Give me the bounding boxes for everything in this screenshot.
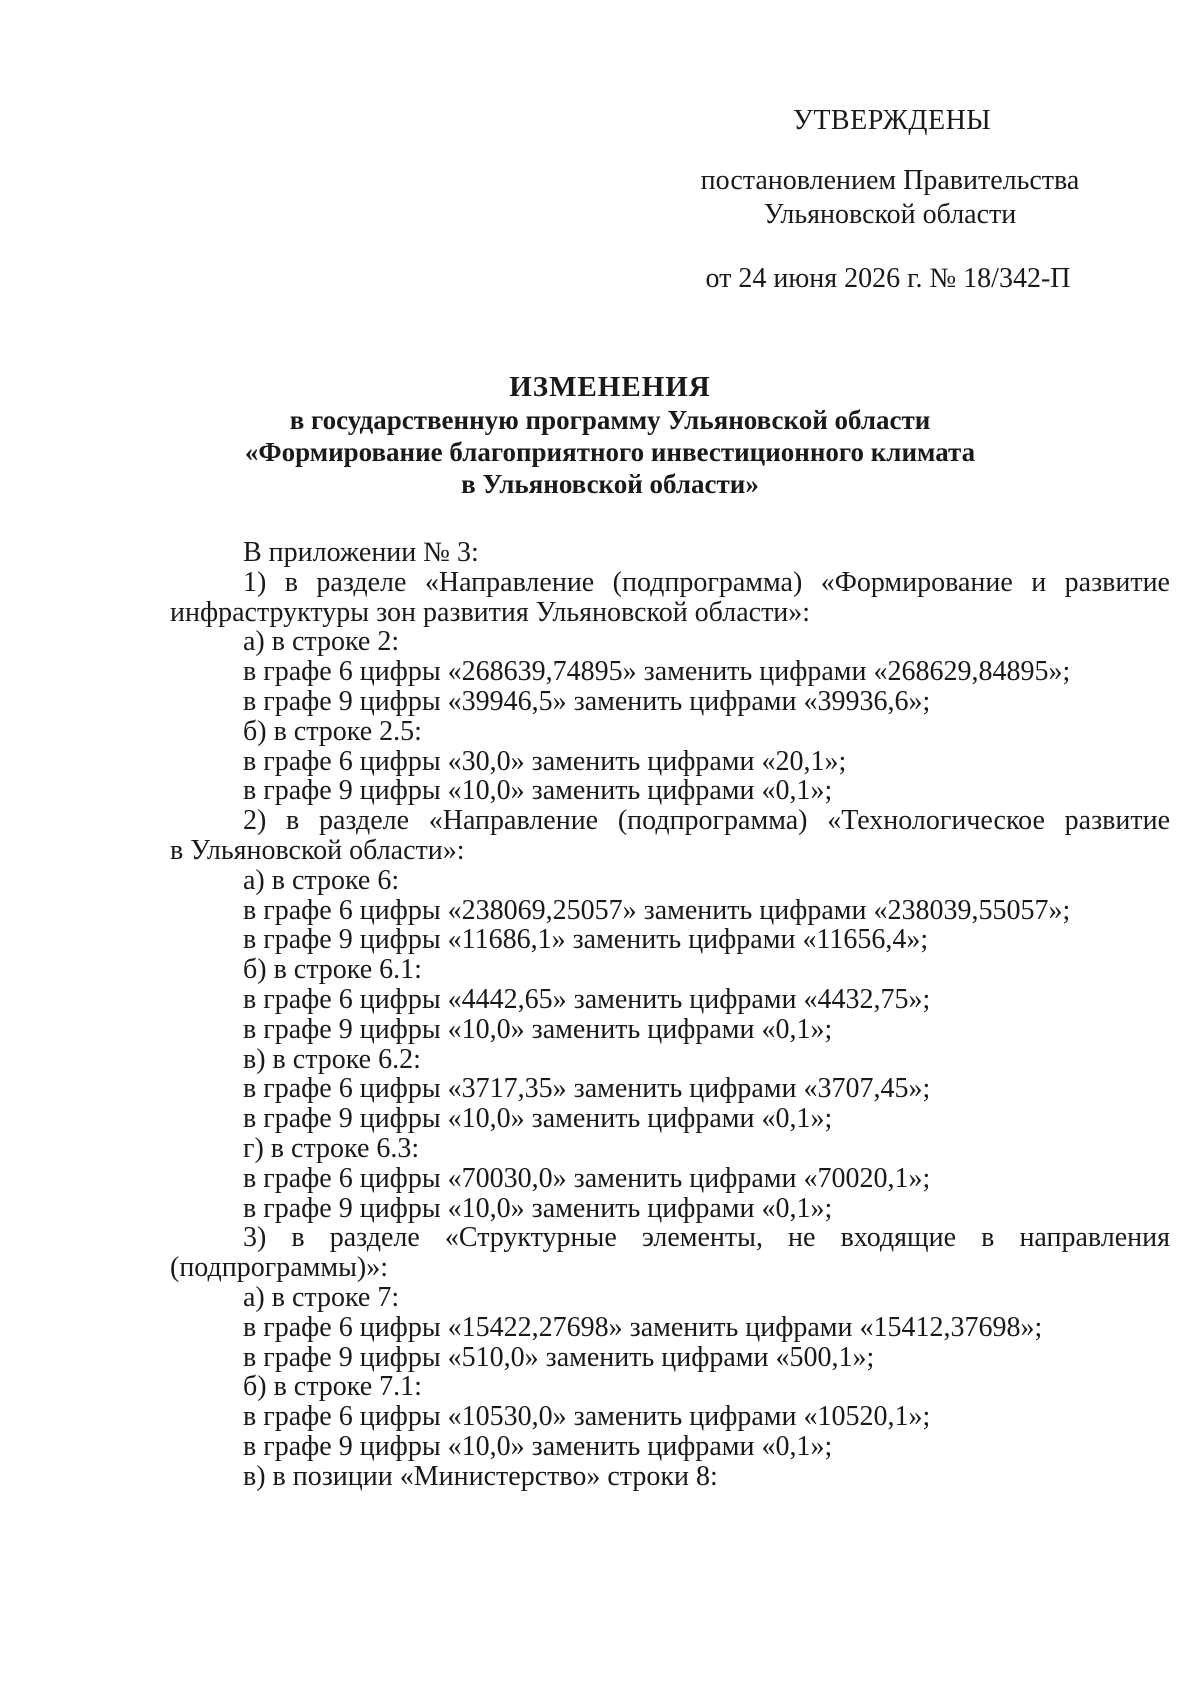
body-line: В приложении № 3:: [243, 537, 479, 568]
body-line: в графе 6 цифры «238069,25057» заменить цифрами «238039,55057»;: [243, 894, 1071, 926]
body-line: г) в строке 6.3:: [243, 1132, 420, 1164]
title-heading: ИЗМЕНЕНИЯ: [509, 371, 711, 403]
body-line: в графе 9 цифры «10,0» заменить цифрами «0,1»;: [243, 775, 833, 807]
body-line: 3) в разделе «Структурные элементы, не входящие в направления: [243, 1222, 1170, 1254]
decree-date-number: от 24 июня 2026 г. № 18/342-П: [705, 263, 1071, 294]
document-body: [170, 538, 1170, 1492]
body-line: а) в строке 6:: [243, 864, 400, 896]
body-line: в графе 9 цифры «10,0» заменить цифрами «0,1»;: [243, 1192, 833, 1224]
body-line: 1) в разделе «Направление (подпрограмма) «Формирование и развитие: [243, 566, 1170, 598]
title-line-1: в государственную программу Ульяновской области: [289, 405, 931, 435]
document-title: [160, 370, 1060, 500]
body-line: в графе 6 цифры «4442,65» заменить цифрами «4432,75»;: [243, 983, 931, 1015]
decree-line-1: постановлением Правительства: [700, 165, 1080, 196]
body-line: в графе 9 цифры «10,0» заменить цифрами «0,1»;: [243, 1013, 833, 1045]
body-line: в графе 9 цифры «39946,5» заменить цифрами «39936,6»;: [243, 685, 931, 717]
body-line: в графе 6 цифры «10530,0» заменить цифрами «10520,1»;: [243, 1401, 931, 1433]
body-line: а) в строке 7:: [243, 1281, 400, 1313]
body-line: б) в строке 2.5:: [243, 715, 422, 747]
body-line: в графе 9 цифры «10,0» заменить цифрами «0,1»;: [243, 1430, 833, 1462]
body-line: инфраструктуры зон развития Ульяновской области»:: [170, 596, 811, 628]
body-line: в) в строке 6.2:: [243, 1043, 421, 1075]
body-line: в графе 9 цифры «510,0» заменить цифрами «500,1»;: [243, 1341, 875, 1373]
body-line: в графе 6 цифры «15422,27698» заменить цифрами «15412,37698»;: [243, 1311, 1043, 1343]
body-line: в графе 6 цифры «268639,74895» заменить цифрами «268629,84895»;: [243, 656, 1071, 688]
body-line: 2) в разделе «Направление (подпрограмма) «Технологическое развитие: [243, 805, 1170, 837]
approved-stamp: УТВЕРЖДЕНЫ: [793, 105, 992, 136]
body-line: в) в позиции «Министерство» строки 8:: [243, 1460, 718, 1492]
body-line: в графе 6 цифры «70030,0» заменить цифрами «70020,1»;: [243, 1162, 931, 1194]
body-line: б) в строке 6.1:: [243, 954, 422, 986]
body-line: в графе 9 цифры «11686,1» заменить цифрами «11656,4»;: [243, 924, 929, 956]
body-line: б) в строке 7.1:: [243, 1371, 422, 1403]
body-line: (подпрограммы)»:: [170, 1252, 388, 1284]
body-line: в Ульяновской области»:: [170, 834, 465, 866]
decree-reference: [700, 164, 1080, 232]
approval-block: [690, 104, 1080, 296]
body-line: а) в строке 2:: [243, 626, 400, 658]
body-line: в графе 6 цифры «30,0» заменить цифрами «20,1»;: [243, 745, 847, 777]
title-line-3: в Ульяновской области»: [461, 469, 759, 499]
body-line: в графе 9 цифры «10,0» заменить цифрами «0,1»;: [243, 1103, 833, 1135]
body-line: в графе 6 цифры «3717,35» заменить цифрами «3707,45»;: [243, 1073, 931, 1105]
title-line-2: «Формирование благоприятного инвестиционного климата: [244, 437, 976, 467]
decree-line-2: Ульяновской области: [763, 199, 1017, 230]
